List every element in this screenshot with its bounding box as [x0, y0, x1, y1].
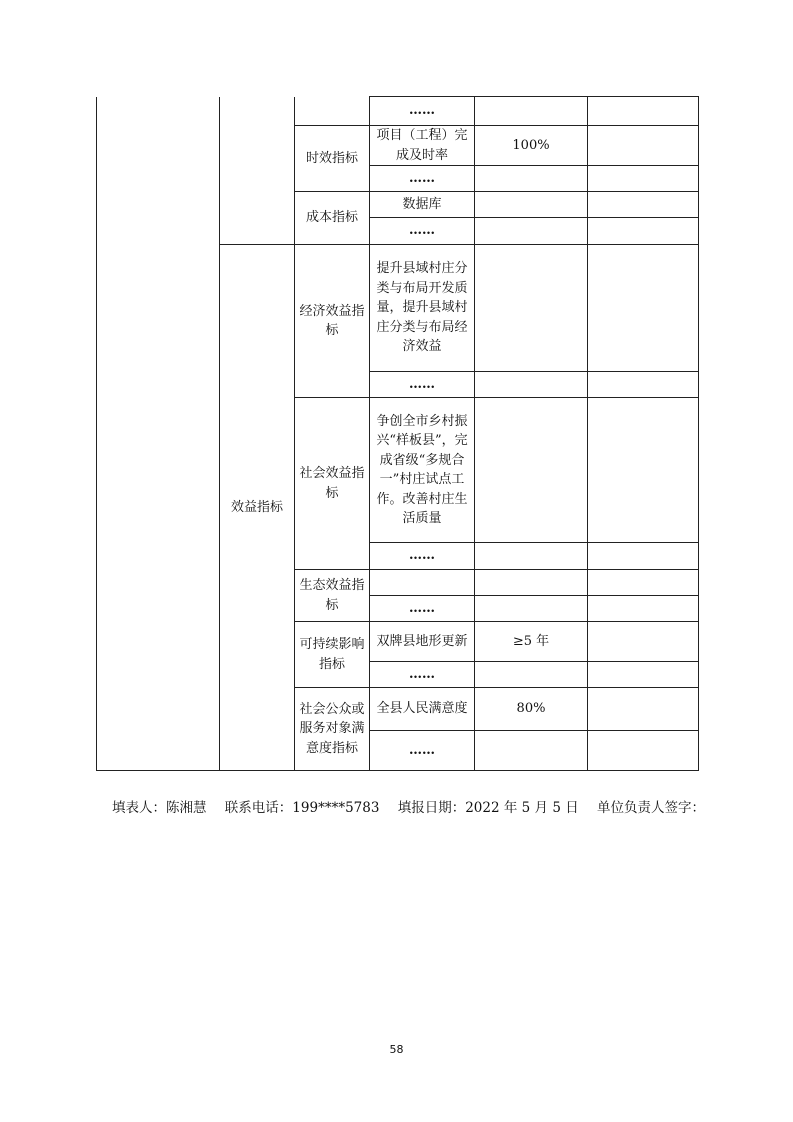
actual-value-cell	[588, 731, 699, 771]
unit-leader-signature: 单位负责人签字：	[597, 800, 706, 816]
actual-value-cell	[588, 622, 699, 662]
performance-indicator-table	[96, 96, 699, 771]
actual-value-cell	[588, 662, 699, 688]
target-value-cell: 80%	[475, 688, 588, 731]
target-value-cell	[475, 398, 588, 543]
actual-value-cell	[588, 126, 699, 166]
level2-economic: 经济效益指标	[295, 245, 370, 398]
actual-value-cell	[588, 543, 699, 570]
fill-date: 填报日期：2022 年 5 月 5 日	[397, 800, 579, 816]
table-row	[97, 97, 699, 126]
target-value-cell	[475, 245, 588, 372]
actual-value-cell	[588, 398, 699, 543]
target-value-cell	[475, 192, 588, 218]
level3-indicator-cell: ……	[370, 166, 475, 192]
level3-indicator-cell: 双牌县地形更新	[370, 622, 475, 662]
target-value-cell	[475, 166, 588, 192]
output-indicator-cell	[220, 97, 295, 245]
level2-timeliness: 时效指标	[295, 126, 370, 192]
level3-indicator-cell: ……	[370, 372, 475, 398]
level3-indicator-cell: ……	[370, 662, 475, 688]
level3-indicator-cell: ……	[370, 731, 475, 771]
target-value-cell	[475, 218, 588, 245]
actual-value-cell	[588, 166, 699, 192]
form-footer	[112, 796, 719, 816]
level3-indicator-cell: 争创全市乡村振兴“样板县”，完成省级“多规合一”村庄试点工作。改善村庄生活质量	[370, 398, 475, 543]
level3-indicator-cell: 项目（工程）完成及时率	[370, 126, 475, 166]
level2-ecological: 生态效益指标	[295, 570, 370, 622]
target-value-cell	[475, 662, 588, 688]
level3-indicator-cell: 提升县域村庄分类与布局开发质量，提升县域村庄分类与布局经济效益	[370, 245, 475, 372]
actual-value-cell	[588, 97, 699, 126]
filler-name: 填表人：陈湘慧	[112, 800, 207, 816]
actual-value-cell	[588, 218, 699, 245]
project-cell	[97, 97, 220, 771]
level3-indicator-cell: 全县人民满意度	[370, 688, 475, 731]
level3-indicator-cell: ……	[370, 97, 475, 126]
level3-indicator-cell: 数据库	[370, 192, 475, 218]
level2-satisfaction: 社会公众或服务对象满意度指标	[295, 688, 370, 771]
level1-benefit: 效益指标	[220, 245, 295, 771]
level3-indicator-cell: ……	[370, 218, 475, 245]
target-value-cell	[475, 372, 588, 398]
target-value-cell	[475, 543, 588, 570]
actual-value-cell	[588, 372, 699, 398]
target-value-cell	[475, 97, 588, 126]
actual-value-cell	[588, 596, 699, 622]
level3-indicator-cell: ……	[370, 543, 475, 570]
page-number: 58	[389, 1043, 404, 1056]
contact-phone: 联系电话：199****5783	[224, 800, 380, 816]
actual-value-cell	[588, 570, 699, 596]
actual-value-cell	[588, 192, 699, 218]
target-value-cell	[475, 731, 588, 771]
level2-cell	[295, 97, 370, 126]
target-value-cell: 100%	[475, 126, 588, 166]
level3-indicator-cell	[370, 570, 475, 596]
actual-value-cell	[588, 245, 699, 372]
target-value-cell: ≥5 年	[475, 622, 588, 662]
level3-indicator-cell: ……	[370, 596, 475, 622]
target-value-cell	[475, 570, 588, 596]
actual-value-cell	[588, 688, 699, 731]
level2-sustainable: 可持续影响指标	[295, 622, 370, 688]
level2-cost: 成本指标	[295, 192, 370, 245]
target-value-cell	[475, 596, 588, 622]
level2-social: 社会效益指标	[295, 398, 370, 570]
